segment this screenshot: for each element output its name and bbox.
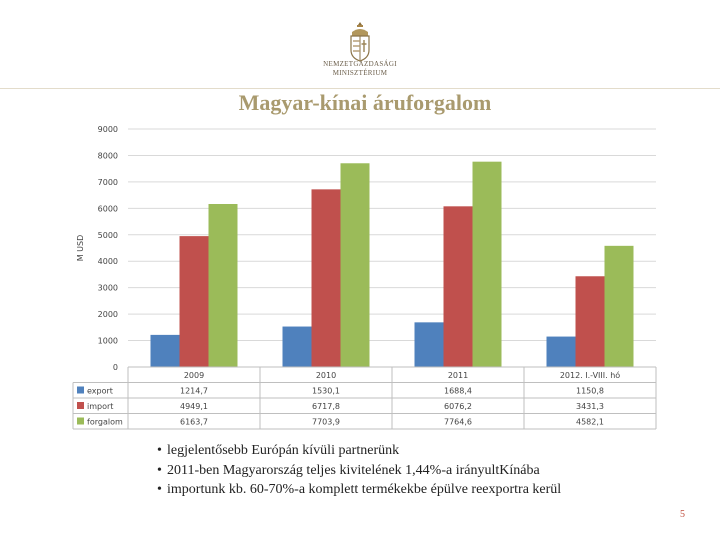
data-label: 6076,2 (444, 402, 472, 411)
data-label: 6163,7 (180, 417, 208, 427)
data-label: 1214,7 (180, 386, 208, 396)
y-tick-label: 5000 (97, 230, 118, 240)
bar-forgalom (209, 204, 238, 367)
bullet-list (157, 441, 677, 500)
bullet-dot: • (157, 482, 162, 497)
bar-forgalom (341, 163, 370, 367)
bullet-text: 2011-ben Magyarország teljes kivitelének 1,44%-a irányultKínába (167, 462, 540, 478)
x-tick-label: 2009 (183, 371, 205, 380)
data-label: 1150,8 (576, 386, 604, 396)
bullet-item (157, 441, 677, 461)
y-tick-label: 9000 (97, 125, 118, 134)
y-tick-label: 7000 (97, 177, 118, 187)
bar-import (312, 189, 341, 367)
y-tick-label: 4000 (97, 257, 118, 267)
bar-import (576, 276, 605, 367)
bar-export (547, 337, 576, 367)
legend-swatch-import (77, 402, 84, 409)
x-tick-label: 2011 (447, 371, 469, 380)
data-label: 7703,9 (312, 417, 340, 427)
slide-title: Magyar-kínai áruforgalom (238, 90, 492, 115)
data-label: 4582,1 (576, 417, 604, 427)
bullet-dot: • (157, 462, 162, 478)
legend-label-forgalom: forgalom (87, 417, 123, 427)
legend-label-import: import (87, 402, 114, 411)
ministry-line-2: MINISZTÉRIUM (332, 69, 388, 77)
data-label: 4949,1 (180, 402, 208, 411)
bullet-text: importunk kb. 60-70%-a komplett termékekbe épülve reexportra kerül (167, 482, 562, 497)
y-tick-label: 6000 (97, 204, 118, 214)
x-tick-label: 2010 (315, 371, 337, 380)
legend-swatch-forgalom (77, 418, 84, 425)
page-number: 5 (680, 509, 685, 520)
y-tick-label: 8000 (97, 151, 118, 161)
y-tick-label: 2000 (97, 310, 118, 320)
bar-forgalom (473, 162, 502, 367)
bar-import (180, 236, 209, 367)
y-tick-label: 1000 (97, 336, 118, 346)
data-label: 1688,4 (444, 386, 472, 396)
data-label: 6717,8 (312, 402, 340, 411)
bullet-text: legjelentősebb Európán kívüli partnerünk (167, 443, 400, 458)
bar-import (444, 206, 473, 367)
ministry-line-1: NEMZETGAZDASÁGI (323, 60, 397, 68)
data-label: 7764,6 (444, 417, 472, 427)
bullet-dot: • (157, 443, 162, 458)
bar-forgalom (605, 246, 634, 367)
bullet-item (157, 461, 677, 481)
x-tick-label: 2012. I.-VIII. hó (559, 371, 621, 380)
bar-export (151, 335, 180, 367)
y-tick-label: 3000 (97, 283, 118, 293)
bullet-item (157, 480, 677, 500)
data-label: 3431,3 (576, 402, 604, 411)
bar-export (415, 322, 444, 367)
y-tick-label: 0 (112, 363, 118, 372)
y-axis-label: M USD (76, 234, 85, 262)
legend-label-export: export (87, 386, 113, 396)
legend-swatch-export (77, 387, 84, 394)
bar-export (283, 327, 312, 367)
data-label: 1530,1 (312, 386, 340, 396)
